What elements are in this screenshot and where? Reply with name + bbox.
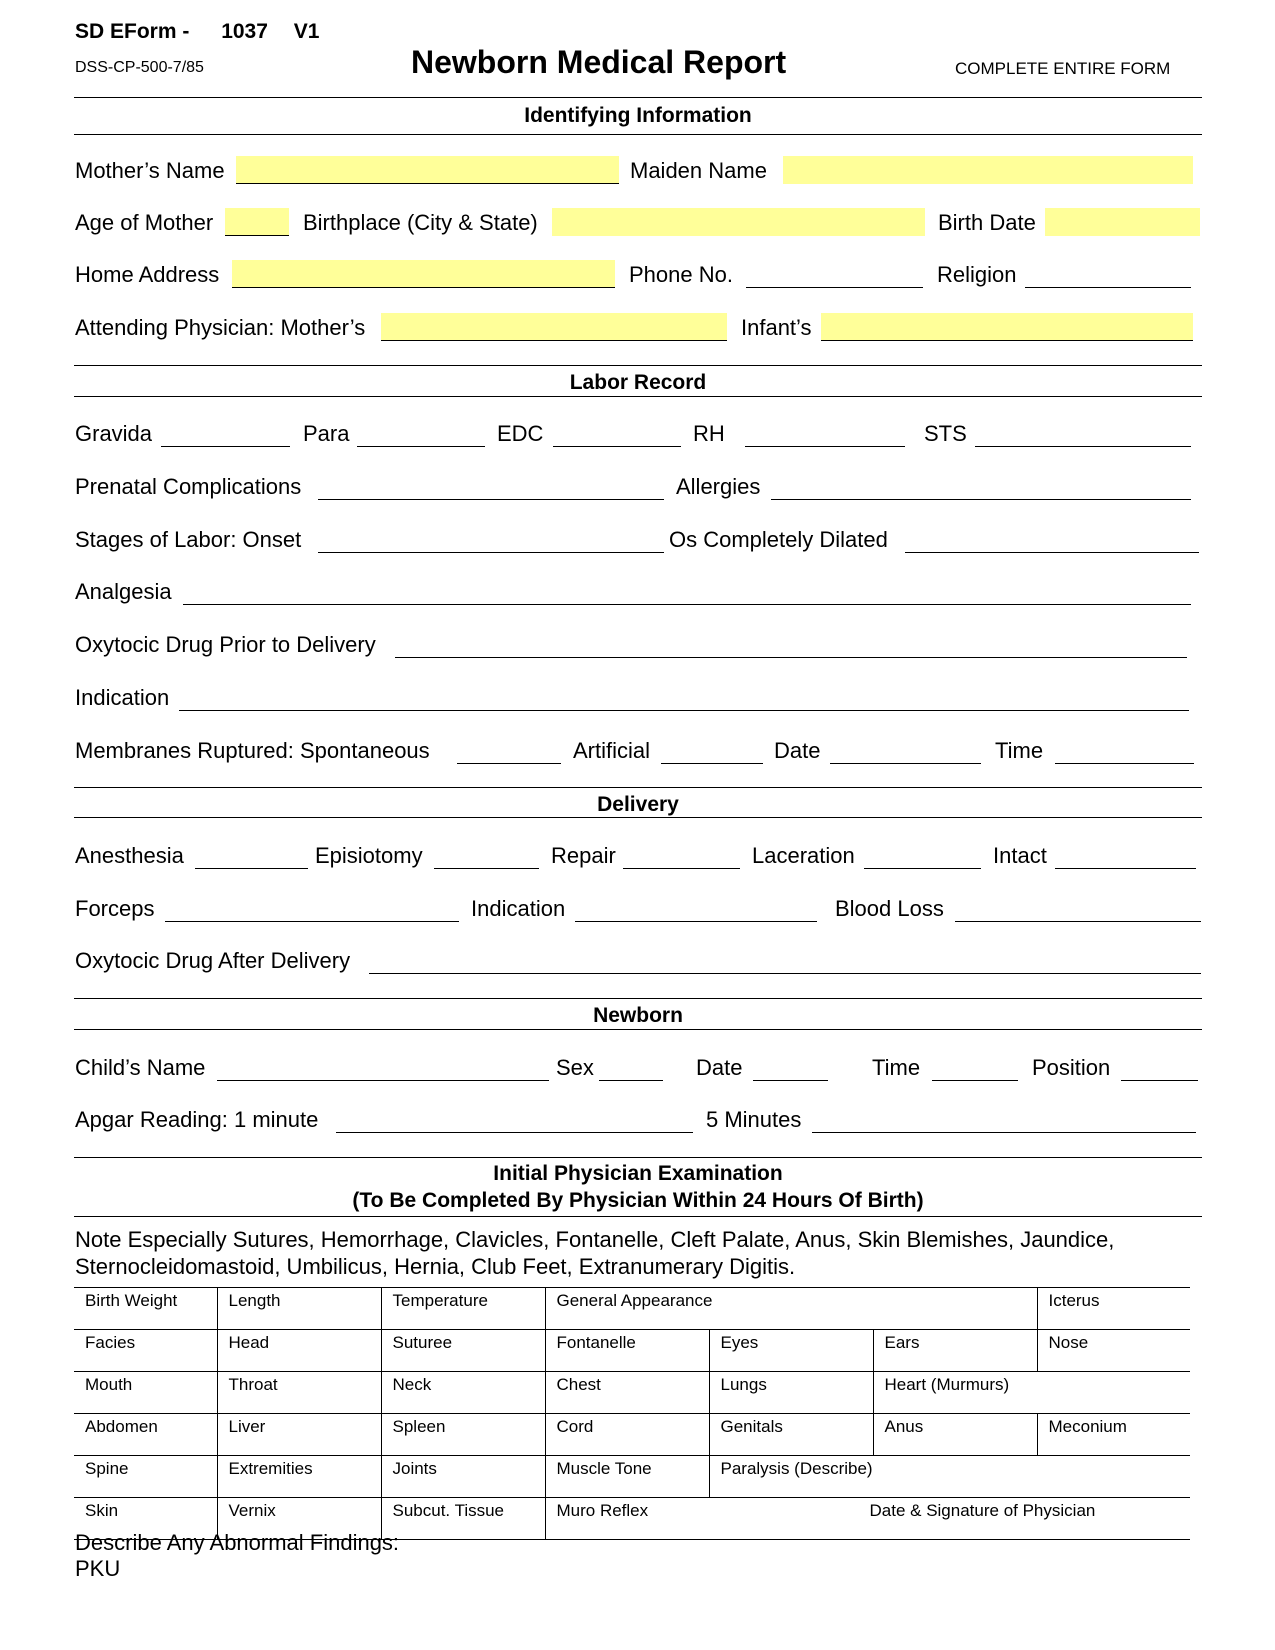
phone-field[interactable] bbox=[746, 260, 923, 288]
analgesia-label: Analgesia bbox=[75, 579, 172, 604]
form-code: DSS-CP-500-7/85 bbox=[75, 59, 204, 76]
phone-label: Phone No. bbox=[629, 262, 733, 287]
blood-loss-label: Blood Loss bbox=[835, 896, 944, 921]
onset-field[interactable] bbox=[318, 525, 664, 553]
intact-label: Intact bbox=[993, 843, 1047, 868]
row-prenatal bbox=[75, 472, 1202, 502]
membranes-time-label: Time bbox=[995, 738, 1044, 763]
repair-label: Repair bbox=[551, 843, 616, 868]
throat-cell[interactable]: Throat bbox=[217, 1372, 381, 1414]
abnormal-findings-label: Describe Any Abnormal Findings: bbox=[75, 1530, 400, 1555]
sts-label: STS bbox=[924, 421, 967, 446]
lungs-cell[interactable]: Lungs bbox=[709, 1372, 873, 1414]
sex-label: Sex bbox=[556, 1055, 594, 1080]
birth-time-field[interactable] bbox=[932, 1053, 1018, 1081]
meconium-cell[interactable]: Meconium bbox=[1037, 1414, 1190, 1456]
table-row bbox=[74, 1330, 1190, 1372]
artificial-field[interactable] bbox=[661, 736, 763, 764]
allergies-field[interactable] bbox=[771, 472, 1191, 500]
eyes-cell[interactable]: Eyes bbox=[709, 1330, 873, 1372]
membranes-label: Membranes Ruptured: Spontaneous bbox=[75, 738, 430, 763]
mothers-physician-field[interactable] bbox=[381, 313, 727, 341]
anesthesia-label: Anesthesia bbox=[75, 843, 184, 868]
stages-label: Stages of Labor: Onset bbox=[75, 527, 302, 552]
para-field[interactable] bbox=[357, 419, 485, 447]
general-appearance-cell[interactable]: General Appearance bbox=[545, 1288, 1037, 1330]
table-row bbox=[74, 1414, 1190, 1456]
spontaneous-field[interactable] bbox=[457, 736, 561, 764]
section-delivery-title: Delivery bbox=[597, 793, 679, 816]
infants-physician-label: Infant’s bbox=[741, 315, 812, 340]
forceps-label: Forceps bbox=[75, 896, 155, 921]
position-label: Position bbox=[1032, 1055, 1111, 1080]
divider bbox=[74, 787, 1202, 788]
divider bbox=[74, 817, 1202, 818]
mothers-name-label: Mother’s Name bbox=[75, 158, 225, 183]
forceps-field[interactable] bbox=[165, 894, 459, 922]
cord-cell[interactable]: Cord bbox=[545, 1414, 709, 1456]
home-address-label: Home Address bbox=[75, 262, 220, 287]
nose-cell[interactable]: Nose bbox=[1037, 1330, 1190, 1372]
genitals-cell[interactable]: Genitals bbox=[709, 1414, 873, 1456]
row-forceps bbox=[75, 894, 1202, 924]
row-gravida bbox=[75, 419, 1202, 449]
membranes-date-label: Date bbox=[774, 738, 821, 763]
section-identifying-title: Identifying Information bbox=[524, 104, 752, 127]
religion-label: Religion bbox=[937, 262, 1017, 287]
para-label: Para bbox=[303, 421, 350, 446]
form-id bbox=[75, 20, 319, 44]
religion-field[interactable] bbox=[1025, 260, 1191, 288]
divider bbox=[74, 998, 1202, 999]
page-title: Newborn Medical Report bbox=[411, 44, 787, 80]
artificial-label: Artificial bbox=[573, 738, 651, 763]
age-of-mother-label: Age of Mother bbox=[75, 210, 214, 235]
laceration-label: Laceration bbox=[752, 843, 855, 868]
intact-field[interactable] bbox=[1055, 841, 1196, 869]
prenatal-label: Prenatal Complications bbox=[75, 474, 302, 499]
row-child bbox=[75, 1053, 1202, 1083]
maiden-name-label: Maiden Name bbox=[630, 158, 767, 183]
position-field[interactable] bbox=[1121, 1053, 1198, 1081]
muscle-tone-cell[interactable]: Muscle Tone bbox=[545, 1456, 709, 1498]
birth-date-newborn-field[interactable] bbox=[753, 1053, 828, 1081]
birth-date-label: Birth Date bbox=[938, 210, 1036, 235]
row-stages bbox=[75, 525, 1202, 555]
oxytocic-after-label: Oxytocic Drug After Delivery bbox=[75, 948, 351, 973]
heart-cell[interactable]: Heart (Murmurs) bbox=[873, 1372, 1190, 1414]
table-row bbox=[74, 1288, 1190, 1330]
extremities-cell[interactable]: Extremities bbox=[217, 1456, 381, 1498]
mothers-name-field[interactable] bbox=[236, 156, 619, 184]
row-oxytocic-after bbox=[75, 946, 1202, 976]
row-apgar bbox=[75, 1105, 1202, 1135]
infants-physician-field[interactable] bbox=[821, 313, 1193, 341]
childs-name-field[interactable] bbox=[217, 1053, 549, 1081]
home-address-field[interactable] bbox=[232, 260, 615, 288]
table-row bbox=[74, 1372, 1190, 1414]
birth-date-newborn-label: Date bbox=[696, 1055, 743, 1080]
forceps-indication-label: Indication bbox=[471, 896, 566, 921]
anus-cell[interactable]: Anus bbox=[873, 1414, 1037, 1456]
section-labor-title: Labor Record bbox=[569, 371, 707, 394]
paralysis-cell[interactable]: Paralysis (Describe) bbox=[709, 1456, 1190, 1498]
os-dilated-field[interactable] bbox=[905, 525, 1199, 553]
oxytocic-prior-field[interactable] bbox=[395, 630, 1187, 658]
edc-label: EDC bbox=[497, 421, 544, 446]
ears-cell[interactable]: Ears bbox=[873, 1330, 1037, 1372]
form-version: V1 bbox=[293, 20, 320, 43]
signature-label: Date & Signature of Physician bbox=[869, 1501, 1096, 1520]
gravida-field[interactable] bbox=[161, 419, 290, 447]
birth-date-field[interactable] bbox=[1045, 208, 1200, 236]
apgar-5-label: 5 Minutes bbox=[706, 1107, 802, 1132]
sex-field[interactable] bbox=[599, 1053, 663, 1081]
divider bbox=[74, 97, 1202, 98]
edc-field[interactable] bbox=[553, 419, 681, 447]
neck-cell[interactable]: Neck bbox=[381, 1372, 545, 1414]
joints-cell[interactable]: Joints bbox=[381, 1456, 545, 1498]
temperature-cell[interactable]: Temperature bbox=[381, 1288, 545, 1330]
suturee-cell[interactable]: Suturee bbox=[381, 1330, 545, 1372]
row-membranes bbox=[75, 736, 1202, 766]
row-analgesia bbox=[75, 577, 1202, 607]
analgesia-field[interactable] bbox=[183, 577, 1191, 605]
form-instruction: COMPLETE ENTIRE FORM bbox=[955, 59, 1171, 78]
allergies-label: Allergies bbox=[676, 474, 761, 499]
spleen-cell[interactable]: Spleen bbox=[381, 1414, 545, 1456]
divider bbox=[74, 1216, 1202, 1217]
blood-loss-field[interactable] bbox=[955, 894, 1201, 922]
form-id-label: SD EForm - bbox=[75, 20, 190, 43]
birth-time-label: Time bbox=[872, 1055, 921, 1080]
laceration-field[interactable] bbox=[864, 841, 981, 869]
age-of-mother-field[interactable] bbox=[225, 208, 289, 236]
exam-title: Initial Physician Examination bbox=[493, 1162, 783, 1185]
indication-field[interactable] bbox=[179, 683, 1189, 711]
row-physician bbox=[75, 313, 1202, 343]
maiden-name-field[interactable] bbox=[783, 156, 1193, 184]
sts-field[interactable] bbox=[975, 419, 1191, 447]
section-newborn-title: Newborn bbox=[593, 1004, 683, 1027]
head-cell[interactable]: Head bbox=[217, 1330, 381, 1372]
oxytocic-after-field[interactable] bbox=[369, 946, 1201, 974]
facies-cell[interactable]: Facies bbox=[74, 1330, 217, 1372]
oxytocic-prior-label: Oxytocic Drug Prior to Delivery bbox=[75, 632, 376, 657]
length-cell[interactable]: Length bbox=[217, 1288, 381, 1330]
apgar-1-label: Apgar Reading: 1 minute bbox=[75, 1107, 319, 1132]
childs-name-label: Child’s Name bbox=[75, 1055, 206, 1080]
abdomen-cell[interactable]: Abdomen bbox=[74, 1414, 217, 1456]
table-row bbox=[74, 1456, 1190, 1498]
row-indication bbox=[75, 683, 1202, 713]
divider bbox=[74, 365, 1202, 366]
liver-cell[interactable]: Liver bbox=[217, 1414, 381, 1456]
mouth-cell[interactable]: Mouth bbox=[74, 1372, 217, 1414]
rh-field[interactable] bbox=[745, 419, 905, 447]
vernix-cell[interactable]: Vernix bbox=[217, 1498, 381, 1540]
divider bbox=[74, 1029, 1202, 1030]
birthplace-label: Birthplace (City & State) bbox=[303, 210, 538, 235]
chest-cell[interactable]: Chest bbox=[545, 1372, 709, 1414]
divider bbox=[74, 396, 1202, 397]
rh-label: RH bbox=[693, 421, 725, 446]
gravida-label: Gravida bbox=[75, 421, 153, 446]
spine-cell[interactable]: Spine bbox=[74, 1456, 217, 1498]
anesthesia-field[interactable] bbox=[195, 841, 308, 869]
fontanelle-cell[interactable]: Fontanelle bbox=[545, 1330, 709, 1372]
row-anesthesia bbox=[75, 841, 1202, 871]
row-address bbox=[75, 260, 1202, 290]
indication-label: Indication bbox=[75, 685, 170, 710]
forceps-indication-field[interactable] bbox=[575, 894, 817, 922]
divider bbox=[74, 1157, 1202, 1158]
exam-subtitle: (To Be Completed By Physician Within 24 Hours Of Birth) bbox=[352, 1189, 924, 1212]
episiotomy-label: Episiotomy bbox=[315, 843, 423, 868]
membranes-date-field[interactable] bbox=[830, 736, 981, 764]
row-names bbox=[75, 156, 1202, 186]
exam-table bbox=[74, 1287, 1190, 1540]
repair-field[interactable] bbox=[623, 841, 740, 869]
attending-physician-label: Attending Physician: Mother’s bbox=[75, 315, 366, 340]
apgar-1-field[interactable] bbox=[336, 1105, 693, 1133]
birth-weight-cell[interactable]: Birth Weight bbox=[74, 1288, 217, 1330]
os-dilated-label: Os Completely Dilated bbox=[669, 527, 888, 552]
row-oxytocic-prior bbox=[75, 630, 1202, 660]
skin-cell[interactable]: Skin bbox=[74, 1498, 217, 1540]
muro-reflex-label: Muro Reflex bbox=[556, 1501, 649, 1520]
row-age bbox=[75, 208, 1202, 238]
icterus-cell[interactable]: Icterus bbox=[1037, 1288, 1190, 1330]
subcut-cell[interactable]: Subcut. Tissue bbox=[381, 1498, 545, 1540]
muro-signature-cell[interactable] bbox=[545, 1498, 1190, 1540]
apgar-5-field[interactable] bbox=[812, 1105, 1196, 1133]
episiotomy-field[interactable] bbox=[434, 841, 539, 869]
divider bbox=[74, 134, 1202, 135]
pku-label: PKU bbox=[75, 1556, 121, 1581]
prenatal-field[interactable] bbox=[318, 472, 664, 500]
membranes-time-field[interactable] bbox=[1055, 736, 1194, 764]
exam-note: Note Especially Sutures, Hemorrhage, Clavicles, Fontanelle, Cleft Palate, Anus, Skin Blemishes, Jaundice, Sternocleidomastoid, Umbilicus, Hernia, Club Feet, Extranumerary Digitis. bbox=[75, 1227, 1115, 1279]
birthplace-field[interactable] bbox=[552, 208, 925, 236]
form-number: 1037 bbox=[221, 20, 268, 43]
